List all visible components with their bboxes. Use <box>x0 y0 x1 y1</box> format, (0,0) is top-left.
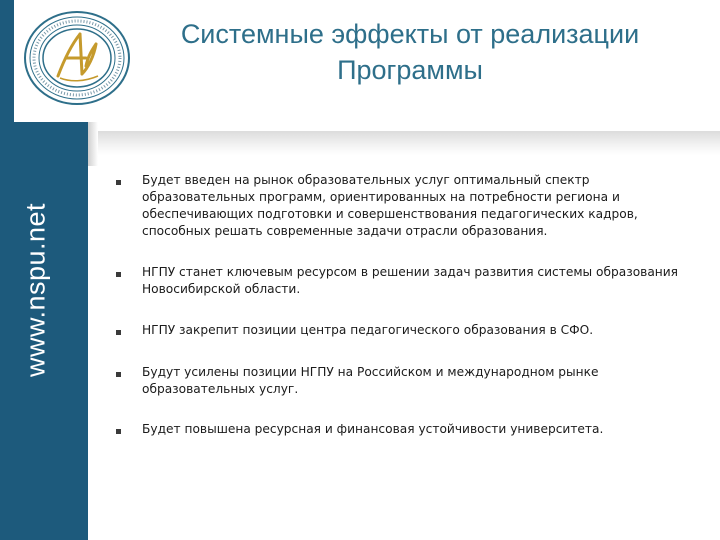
university-logo-icon <box>22 8 132 108</box>
bullet-text: Будут усилены позиции НГПУ на Российском и международном рынке образовательных услуг. <box>142 365 599 396</box>
bullet-square-icon <box>116 272 121 277</box>
site-url-text: www.nspu.net <box>20 202 51 378</box>
title-divider-shade <box>88 122 98 166</box>
slide-title <box>140 16 680 88</box>
title-divider-bar <box>88 131 720 155</box>
slide-title-line-2: Программы <box>337 55 483 85</box>
bullet-text: Будет введен на рынок образовательных услуг оптимальный спектр образовательных программ, ориентированных на потребности региона и обеспечивающих подготовки и совершенствования педагогических кадров, способных решать современные задачи отрасли образования. <box>142 173 638 238</box>
bullet-square-icon <box>116 330 121 335</box>
logo-container <box>14 0 146 122</box>
bullet-text: Будет повышена ресурсная и финансовая устойчивости университета. <box>142 422 604 436</box>
bullet-square-icon <box>116 180 121 185</box>
bullet-square-icon <box>116 372 121 377</box>
bullet-text: НГПУ закрепит позиции центра педагогического образования в СФО. <box>142 323 594 337</box>
slide-title-line-1: Системные эффекты от реализации <box>180 19 640 49</box>
bullet-text: НГПУ станет ключевым ресурсом в решении задач развития системы образования Новосибирской области. <box>142 265 679 296</box>
bullet-square-icon <box>116 429 121 434</box>
